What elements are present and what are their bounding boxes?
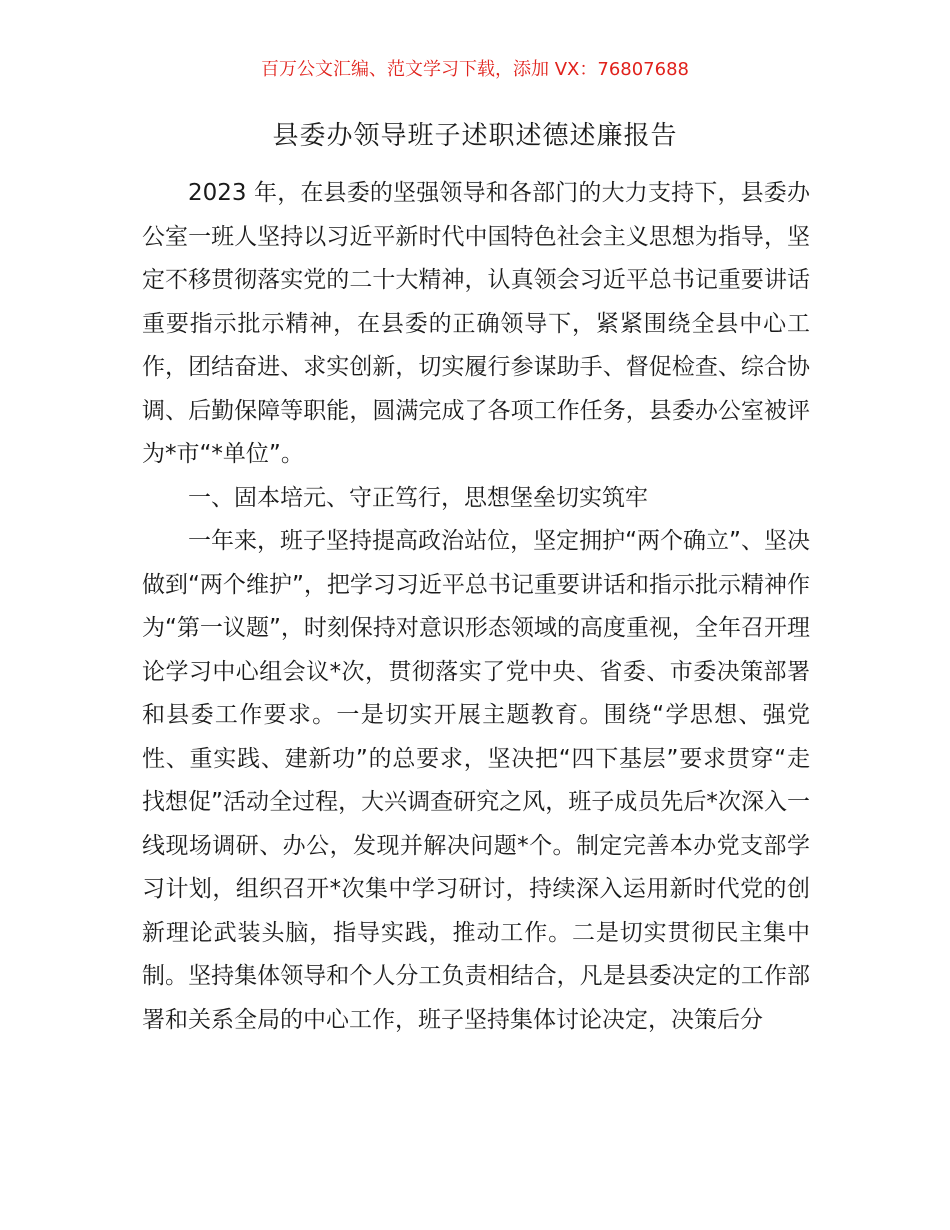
paragraph-intro: 2023 年，在县委的坚强领导和各部门的大力支持下，县委办公室一班人坚持以习近平新时代中国特色社会主义思想为指导，坚定不移贯彻落实党的二十大精神，认真领会习近平总书记重要讲话重要指示批示精神，在县委的正确领导下，紧紧围绕全县中心工作，团结奋进、求实创新，切实履行参谋助手、督促检查、综合协调、后勤保障等职能，圆满完成了各项工作任务，县委办公室被评为*市“*单位”。 <box>142 180 810 467</box>
document-title: 县委办领导班子述职述德述廉报告 <box>272 121 678 151</box>
document-body <box>142 172 810 1042</box>
section-heading-1: 一、固本培元、守正笃行，思想堡垒切实筑牢 <box>188 484 648 511</box>
watermark-banner: 百万公文汇编、范文学习下载，添加 VX：76807688 <box>261 59 689 80</box>
paragraph-section-1: 一年来，班子坚持提高政治站位，坚定拥护“两个确立”、坚决做到“两个维护”，把学习习近平总书记重要讲话和指示批示精神作为“第一议题”，时刻保持对意识形态领域的高度重视，全年召开理论学习中心组会议*次，贯彻落实了党中央、省委、市委决策部署和县委工作要求。一是切实开展主题教育。围绕“学思想、强党性、重实践、建新功”的总要求，坚决把“四下基层”要求贯穿“走找想促”活动全过程，大兴调查研究之风，班子成员先后*次深入一线现场调研、办公，发现并解决问题*个。制定完善本办党支部学习计划，组织召开*次集中学习研讨，持续深入运用新时代党的创新理论武装头脑，指导实践，推动工作。二是切实贯彻民主集中制。坚持集体领导和个人分工负责相结合，凡是县委决定的工作部署和关系全局的中心工作，班子坚持集体讨论决定，决策后分 <box>142 528 810 1033</box>
